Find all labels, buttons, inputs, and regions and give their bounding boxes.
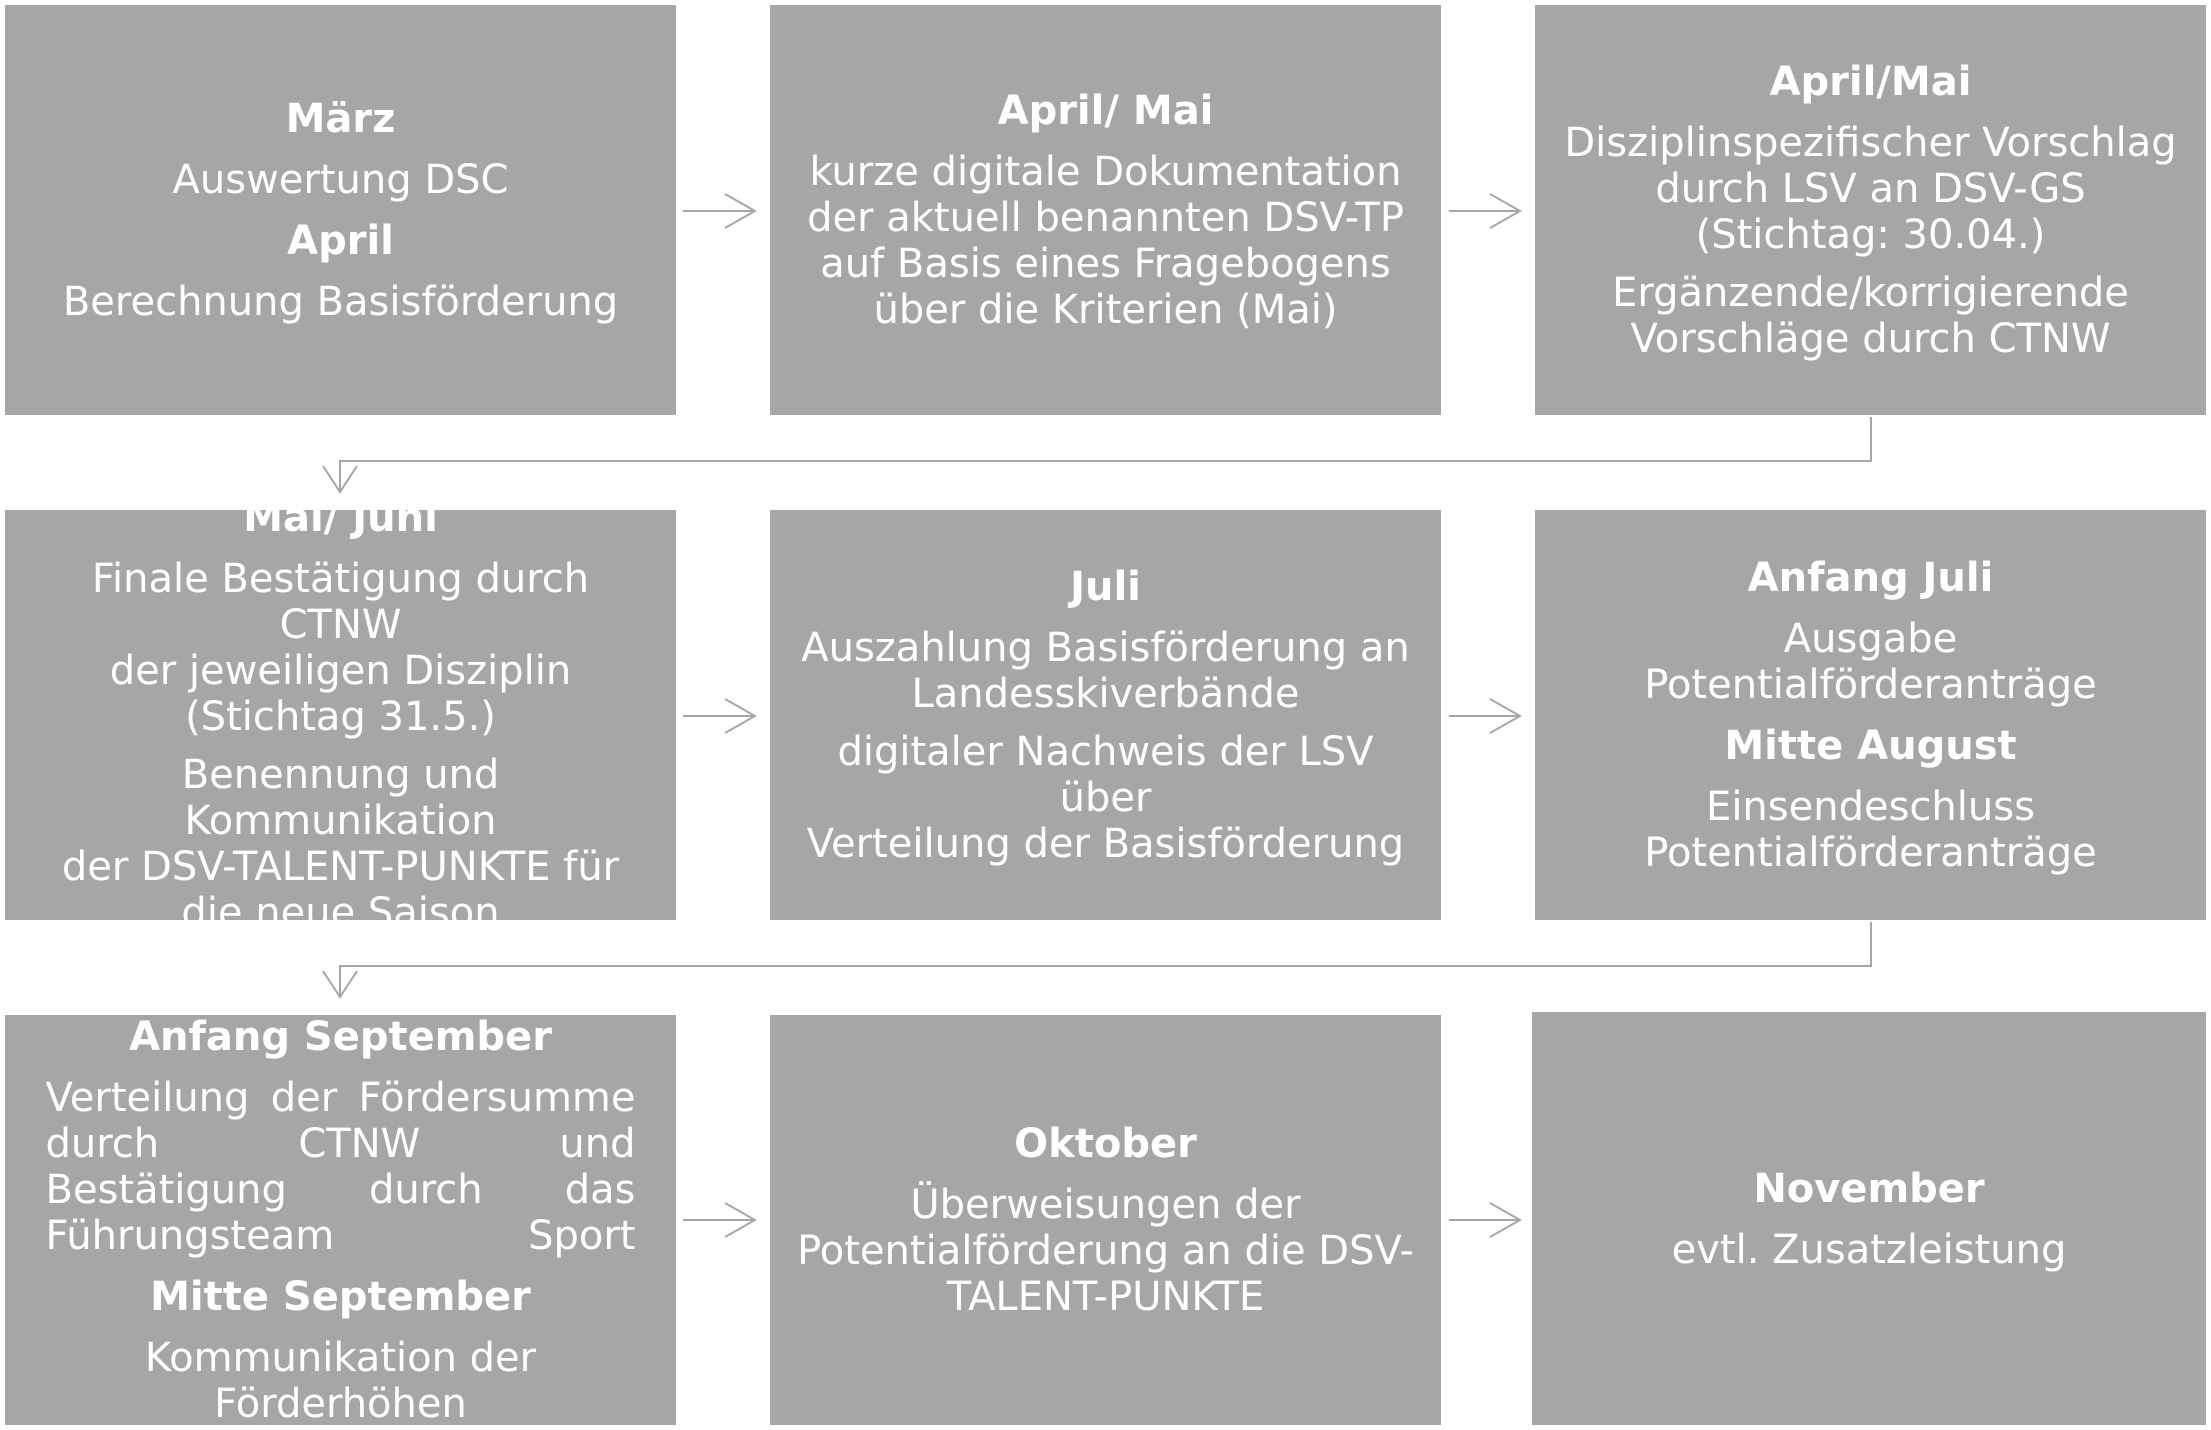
step-heading: Mitte September (150, 1274, 531, 1320)
arrow-box1-to-box2 (683, 194, 755, 228)
step-heading: Oktober (1014, 1121, 1197, 1167)
step-box-april-mai-vorschlag (1535, 5, 2206, 415)
step-heading: März (285, 96, 396, 142)
step-text: kurze digitale Dokumentation der aktuell benannten DSV-TP auf Basis eines Fragebogens über die Kriterien (Mai) (807, 149, 1404, 333)
step-text: Kommunikation der Förderhöhen (144, 1335, 537, 1427)
step-text: Einsendeschluss Potentialförderanträge (1644, 784, 2097, 876)
step-heading: April/ Mai (997, 88, 1214, 134)
step-text: evtl. Zusatzleistung (1671, 1226, 2067, 1273)
step-text: Auswertung DSC (172, 157, 509, 203)
step-box-anfang-juli (1535, 510, 2206, 920)
step-text: Ergänzende/korrigierende Vorschläge durch CTNW (1612, 270, 2129, 362)
arrow-box4-to-box5 (683, 699, 755, 733)
arrow-box2-to-box3 (1449, 194, 1520, 228)
step-box-mai-juni (5, 495, 676, 936)
step-text: Ausgabe Potentialförderanträge (1644, 616, 2097, 708)
arrow-box8-to-box9 (1449, 1203, 1520, 1237)
step-text: Benennung und Kommunikation der DSV-TALENT-PUNKTE für die neue Saison (61, 752, 620, 936)
step-box-juli (770, 510, 1441, 920)
step-box-november (1532, 1012, 2206, 1425)
step-text: Verteilung der Fördersumme durch CTNW und Bestätigung durch das Führungsteam Sport (45, 1075, 636, 1259)
step-box-september (5, 1015, 676, 1425)
step-text: Finale Bestätigung durch CTNW der jeweiligen Disziplin (Stichtag 31.5.) (91, 556, 590, 740)
step-heading: Mai/ Juni (243, 495, 438, 541)
arrow-box7-to-box8 (683, 1203, 755, 1237)
step-text: Überweisungen der Potentialförderung an die DSV- TALENT-PUNKTE (797, 1182, 1414, 1320)
step-heading: April (287, 218, 394, 264)
step-heading: Mitte August (1724, 723, 2017, 769)
step-heading: Juli (1070, 564, 1141, 610)
step-heading: Anfang September (129, 1014, 552, 1060)
step-heading: April/Mai (1769, 59, 1972, 105)
step-box-oktober (770, 1015, 1441, 1425)
arrow-box3-to-box4 (323, 417, 1871, 492)
step-box-april-mai-dokumentation (770, 5, 1441, 415)
step-text: digitaler Nachweis der LSV über Verteilung der Basisförderung (806, 729, 1405, 867)
step-text: Auszahlung Basisförderung an Landesskiverbände (801, 625, 1410, 717)
step-box-maerz-april (5, 5, 676, 415)
arrow-box5-to-box6 (1449, 699, 1520, 733)
step-text: Disziplinspezifischer Vorschlag durch LSV an DSV-GS (Stichtag: 30.04.) (1564, 120, 2177, 258)
step-heading: Anfang Juli (1747, 555, 1994, 601)
step-heading: November (1753, 1165, 1985, 1212)
step-text: Berechnung Basisförderung (62, 279, 619, 325)
